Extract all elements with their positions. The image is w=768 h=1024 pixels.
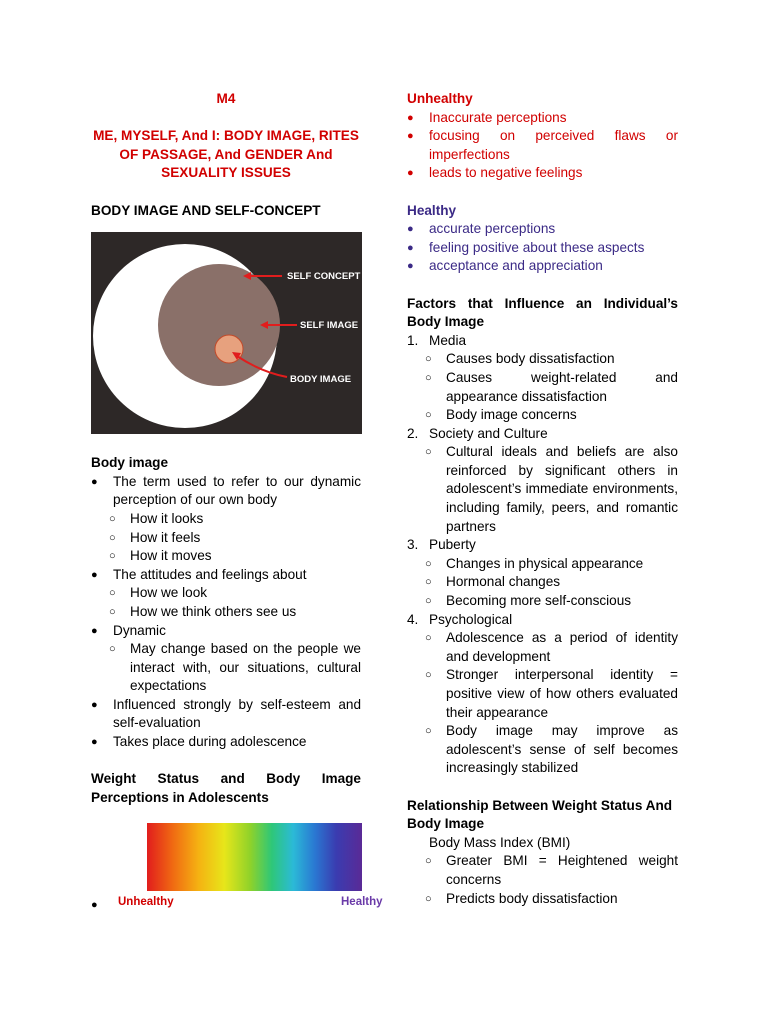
list-item: 2. Society and Culture [407, 425, 548, 441]
list-item: ○ Body image concerns [407, 406, 678, 425]
factors-heading: Factors that Influence an Individual’s Body Image [407, 295, 678, 330]
list-item: 4. Psychological [407, 611, 513, 627]
list-item: ○ Causes body dissatisfaction [407, 350, 678, 369]
list-item: ○ Hormonal changes [407, 573, 678, 592]
module-title: ME, MYSELF, And I: BODY IMAGE, RITES OF PASSAGE, And GENDER And SEXUALITY ISSUES [93, 128, 359, 181]
weight-status-heading: Weight Status and Body Image Perceptions in Adolescents [91, 771, 361, 805]
list-item: ● The term used to refer to our dynamic perception of our own body [91, 473, 361, 510]
section-heading-body-image-self-concept: BODY IMAGE AND SELF-CONCEPT [91, 202, 321, 218]
body-image-heading: Body image [91, 455, 169, 471]
list-item: ○ Stronger interpersonal identity = positive view of how others evaluated their appearance [407, 666, 678, 722]
module-label: M4 [216, 91, 236, 106]
list-item: ○ Body image may improve as adolescent’s sense of self becomes increasingly stabilized [407, 722, 678, 778]
list-item: ● Inaccurate perceptions [407, 109, 678, 128]
factors-list [407, 332, 678, 778]
unhealthy-list [407, 109, 678, 183]
relationship-heading: Relationship Between Weight Status And Body Image [407, 797, 673, 832]
list-item: ○ How it looks [91, 510, 361, 529]
list-item: ○ How it moves [91, 547, 361, 566]
label-self-concept: SELF CONCEPT [287, 271, 361, 283]
right-column [407, 90, 678, 908]
healthy-list [407, 220, 678, 276]
relationship-list [407, 852, 678, 908]
list-item: 3. Puberty [407, 537, 476, 553]
label-body-image: BODY IMAGE [290, 374, 352, 386]
self-concept-diagram [91, 232, 362, 434]
list-item: ● accurate perceptions [407, 220, 678, 239]
health-spectrum [91, 823, 391, 912]
list-item: ○ Becoming more self-conscious [407, 592, 678, 611]
list-item: ○ Predicts body dissatisfaction [407, 890, 678, 909]
list-item: ● Dynamic [91, 622, 361, 641]
label-self-image: SELF IMAGE [300, 320, 359, 332]
list-item: ○ How we think others see us [91, 603, 361, 622]
body-image-circle [215, 335, 243, 363]
list-item: ● acceptance and appreciation [407, 257, 678, 276]
list-item: ○ Causes weight-related and appearance dissatisfaction [407, 369, 678, 406]
list-item: ○ How it feels [91, 529, 361, 548]
list-item: ○ May change based on the people we interact with, our situations, cultural expectations [91, 640, 361, 696]
list-item: ○ Adolescence as a period of identity and development [407, 629, 678, 666]
spectrum-label-healthy: Healthy [341, 896, 383, 909]
list-item: ○ Greater BMI = Heightened weight concerns [407, 852, 678, 889]
left-column [91, 90, 383, 912]
body-image-list [91, 473, 361, 752]
list-item: ● focusing on perceived flaws or imperfections [407, 127, 678, 164]
list-item: ○ How we look [91, 584, 361, 603]
bmi-label: Body Mass Index (BMI) [429, 834, 571, 850]
list-item: ○ Changes in physical appearance [407, 555, 678, 574]
spectrum-label-unhealthy: Unhealthy [118, 896, 174, 909]
unhealthy-heading: Unhealthy [407, 91, 473, 106]
spectrum-gradient-bar [147, 823, 362, 891]
list-item: ● The attitudes and feelings about [91, 566, 361, 585]
list-item: ● leads to negative feelings [407, 164, 678, 183]
list-item: ○ Cultural ideals and beliefs are also reinforced by significant others in adolescent’s immediate environments, including family, peers, and romantic partners [407, 443, 678, 536]
bullet-icon: ● [91, 899, 98, 912]
list-item: ● Takes place during adolescence [91, 733, 361, 752]
list-item: ● Influenced strongly by self-esteem and self-evaluation [91, 696, 361, 733]
list-item: ● feeling positive about these aspects [407, 239, 678, 258]
healthy-heading: Healthy [407, 202, 457, 218]
list-item: 1. Media [407, 332, 467, 348]
